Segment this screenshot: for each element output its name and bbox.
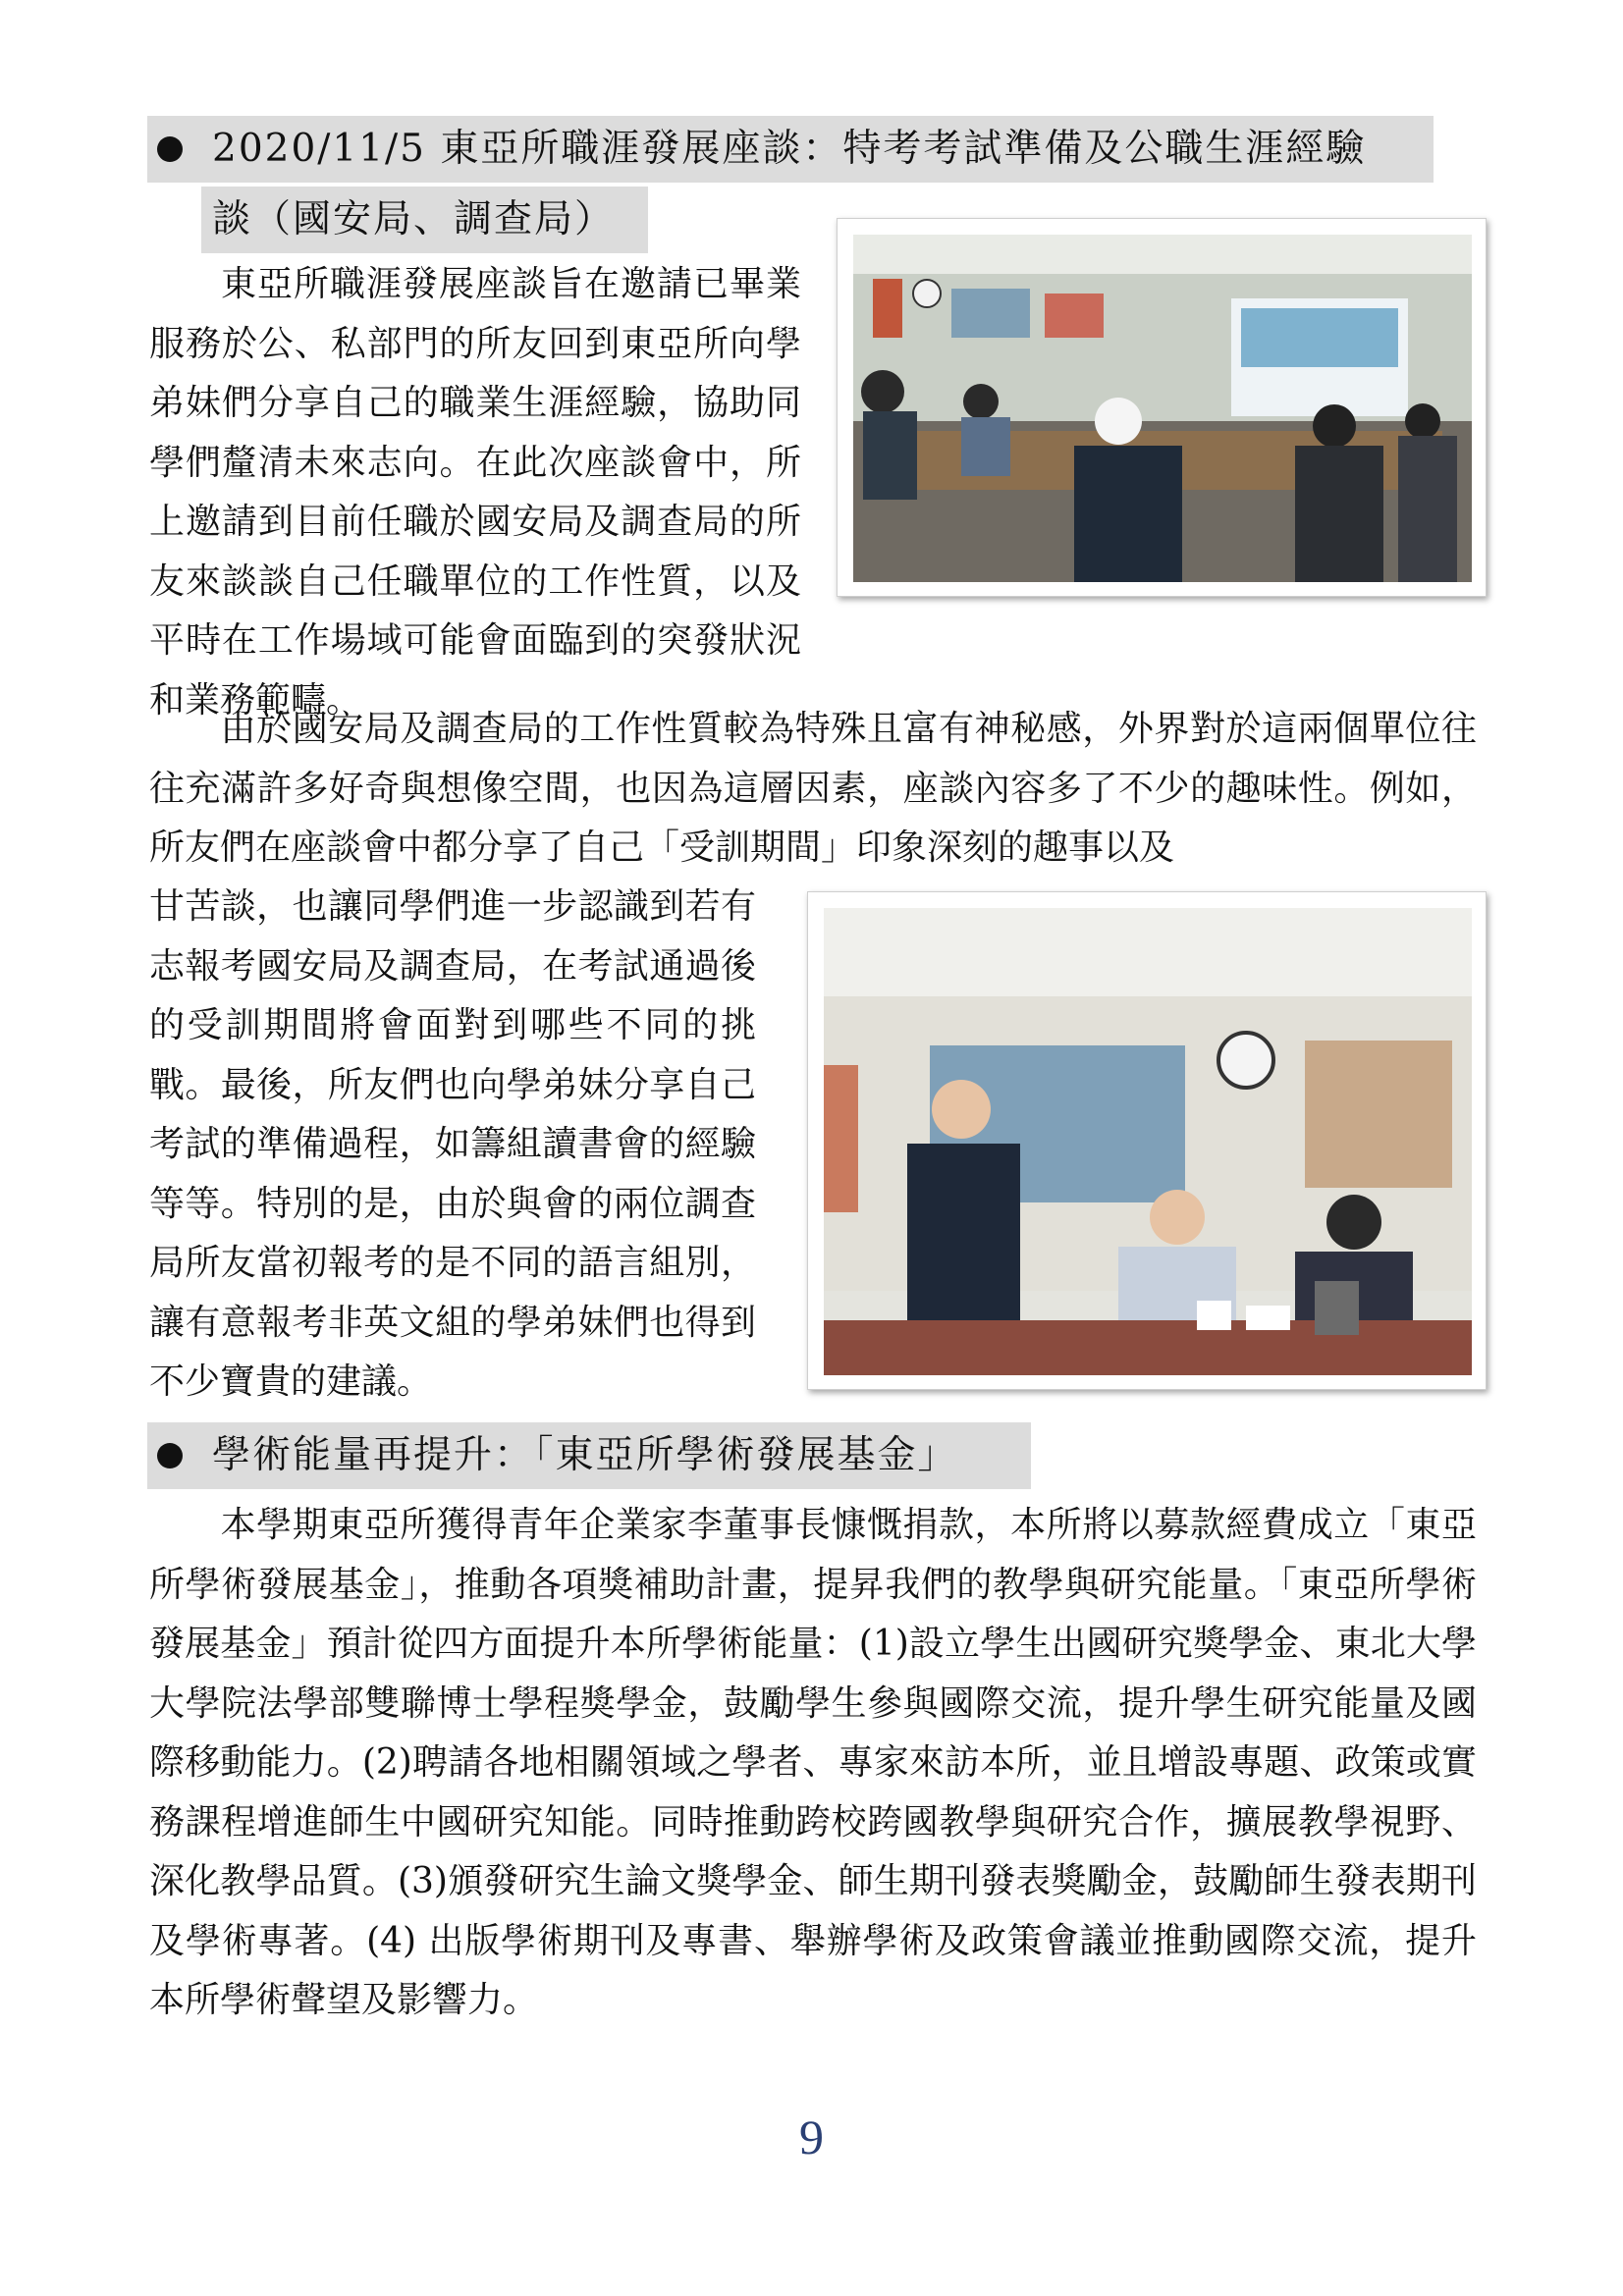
section1-heading-line1: 2020/11/5 東亞所職涯發展座談：特考考試準備及公職生涯經驗 (212, 127, 1367, 171)
section1-paragraph-3: 甘苦談，也讓同學們進一步認識到若有志報考國安局及調查局，在考試通過後的受訓期間將會面對到哪些不同的挑戰。最後，所友們也向學弟妹分享自己考試的準備過程，如籌組讀書會的經驗等等。特別的是，由於與會的兩位調查局所友當初報考的是不同的語言組別，讓有意報考非英文組的學弟妹們也得到不少寶貴的建議。 (149, 886, 756, 1402)
section1-heading-line2: 談（國安局、調查局） (212, 197, 616, 241)
section1-paragraph-1: 東亞所職涯發展座談旨在邀請已畢業服務於公、私部門的所友回到東亞所向學弟妹們分享自己的職業生涯經驗，協助同學們釐清未來志向。在此次座談會中，所上邀請到目前任職於國安局及調查局的所友來談談自己任職單位的工作性質，以及平時在工作場域可能會面臨到的突發狀況和業務範疇。 (149, 264, 801, 721)
section2-heading: 學術能量再提升：「東亞所學術發展基金」 (212, 1433, 958, 1477)
section2-paragraph: 本學期東亞所獲得青年企業家李董事長慷慨捐款，本所將以募款經費成立「東亞所學術發展基金」，推動各項獎補助計畫，提昇我們的教學與研究能量。「東亞所學術發展基金」預計從四方面提升本所學術能量：(1)設立學生出國研究獎學金、東北大學大學院法學部雙聯博士學程獎學金，鼓勵學生參與國際交流，提升學生研究能量及國際移動能力。(2)聘請各地相關領域之學者、專家來訪本所，並且增設專題、政策或實務課程增進師生中國研究知能。同時推動跨校跨國教學與研究合作，擴展教學視野、深化教學品質。(3)頒發研究生論文獎學金、師生期刊發表獎勵金，鼓勵師生發表期刊及學術專著。(4) 出版學術期刊及專書、舉辦學術及政策會議並推動國際交流，提升本所學術聲望及影響力。 (149, 1505, 1477, 2020)
page-number: 9 (799, 2109, 824, 2164)
seminar-photo-2 (807, 891, 1487, 1390)
bullet-icon (157, 136, 183, 162)
section1-paragraph-2: 由於國安局及調查局的工作性質較為特殊且富有神秘感，外界對於這兩個單位往往充滿許多好奇與想像空間，也因為這層因素，座談內容多了不少的趣味性。例如，所友們在座談會中都分享了自己「受訓期間」印象深刻的趣事以及 (149, 709, 1477, 868)
seminar-photo-1 (837, 218, 1487, 597)
seminar-audience-image (853, 235, 1472, 582)
seminar-speakers-image (824, 908, 1472, 1375)
bullet-icon (157, 1443, 183, 1468)
